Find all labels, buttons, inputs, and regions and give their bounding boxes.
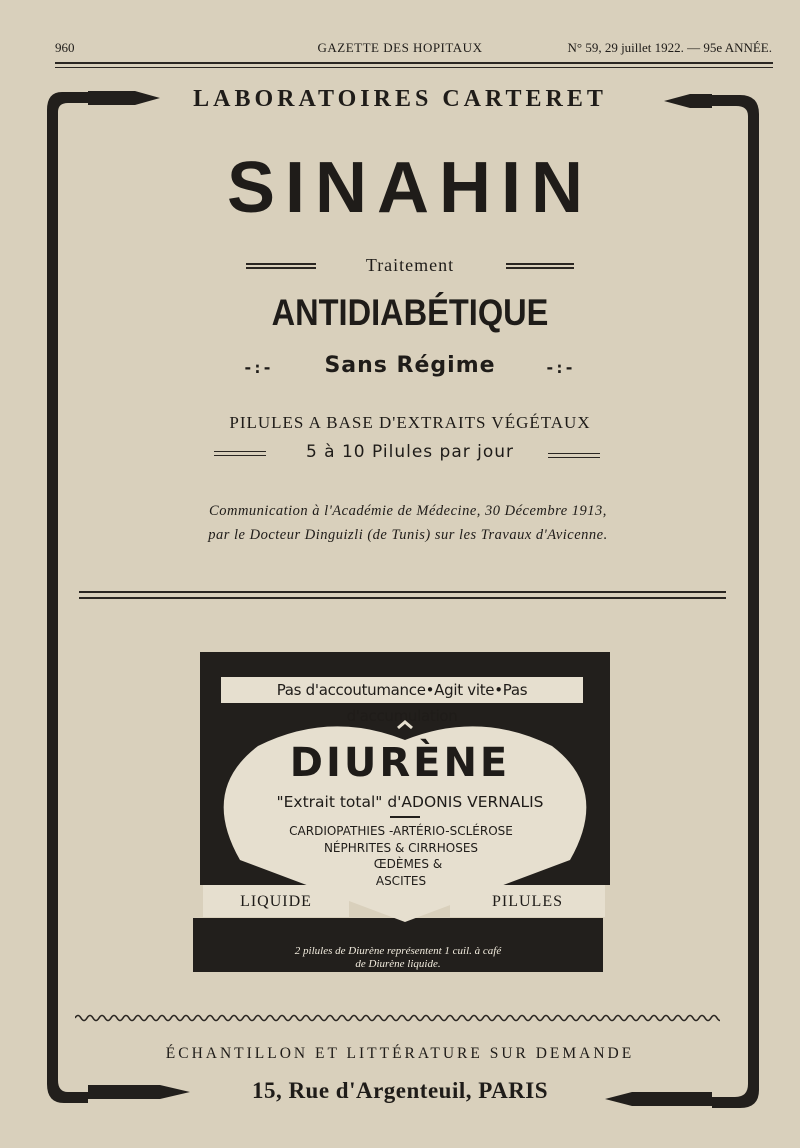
form-pilules: PILULES [450, 885, 605, 917]
dosage-text: 5 à 10 Pilules par jour [305, 442, 515, 462]
communication-line-1: Communication à l'Académie de Médecine, 30 Décembre 1913, [209, 503, 607, 519]
diurene-tagline: Pas d'accoutumance•Agit vite•Pas d'accumulation [221, 677, 583, 703]
subtitle-rule [390, 816, 420, 818]
page-number: 960 [55, 40, 75, 55]
sinahin-brand: SINAHIN [226, 148, 593, 228]
wavy-divider [75, 1013, 720, 1023]
traitement-rule-right [506, 263, 574, 269]
section-divider-2 [79, 597, 726, 599]
composition-text: PILULES A BASE D'EXTRAITS VÉGÉTAUX [229, 413, 591, 432]
indication-3: ŒDÈMES & [373, 857, 443, 871]
equivalence-note [0, 945, 796, 971]
equivalence-line-2: de Diurène liquide. [355, 958, 441, 970]
indication-title: ANTIDIABÉTIQUE [271, 292, 549, 333]
journal-title: GAZETTE DES HOPITAUX [317, 40, 483, 55]
indication-4: ASCITES [375, 873, 427, 888]
indications-list [0, 823, 800, 889]
form-liquide: LIQUIDE [203, 885, 349, 917]
communication-line-2: par le Docteur Dinguizli (de Tunis) sur les Travaux d'Avicenne. [208, 527, 608, 543]
section-divider [79, 591, 726, 593]
company-address: 15, Rue d'Argenteuil, PARIS [251, 1078, 549, 1103]
regime-ornament-right: -:- [545, 358, 574, 377]
diurene-subtitle: "Extrait total" d'ADONIS VERNALIS [276, 793, 544, 811]
diurene-brand: DIURÈNE [289, 740, 511, 786]
laboratory-name: LABORATOIRES CARTERET [193, 86, 607, 112]
treatment-label: Traitement [365, 255, 455, 275]
issue-info: N° 59, 29 juillet 1922. — 95e ANNÉE. [567, 40, 772, 55]
dosage-rule-right [548, 453, 600, 458]
indication-1: CARDIOPATHIES -ARTÉRIO-SCLÉROSE [289, 824, 513, 838]
equivalence-line-1: 2 pilules de Diurène représentent 1 cuil. à café [294, 945, 502, 957]
samples-notice: ÉCHANTILLON ET LITTÉRATURE SUR DEMANDE [165, 1045, 635, 1062]
regime-label: Sans Régime [324, 353, 496, 378]
indication-2: NÉPHRITES & CIRRHOSES [323, 840, 479, 855]
regime-ornament-left: -:- [243, 358, 272, 377]
